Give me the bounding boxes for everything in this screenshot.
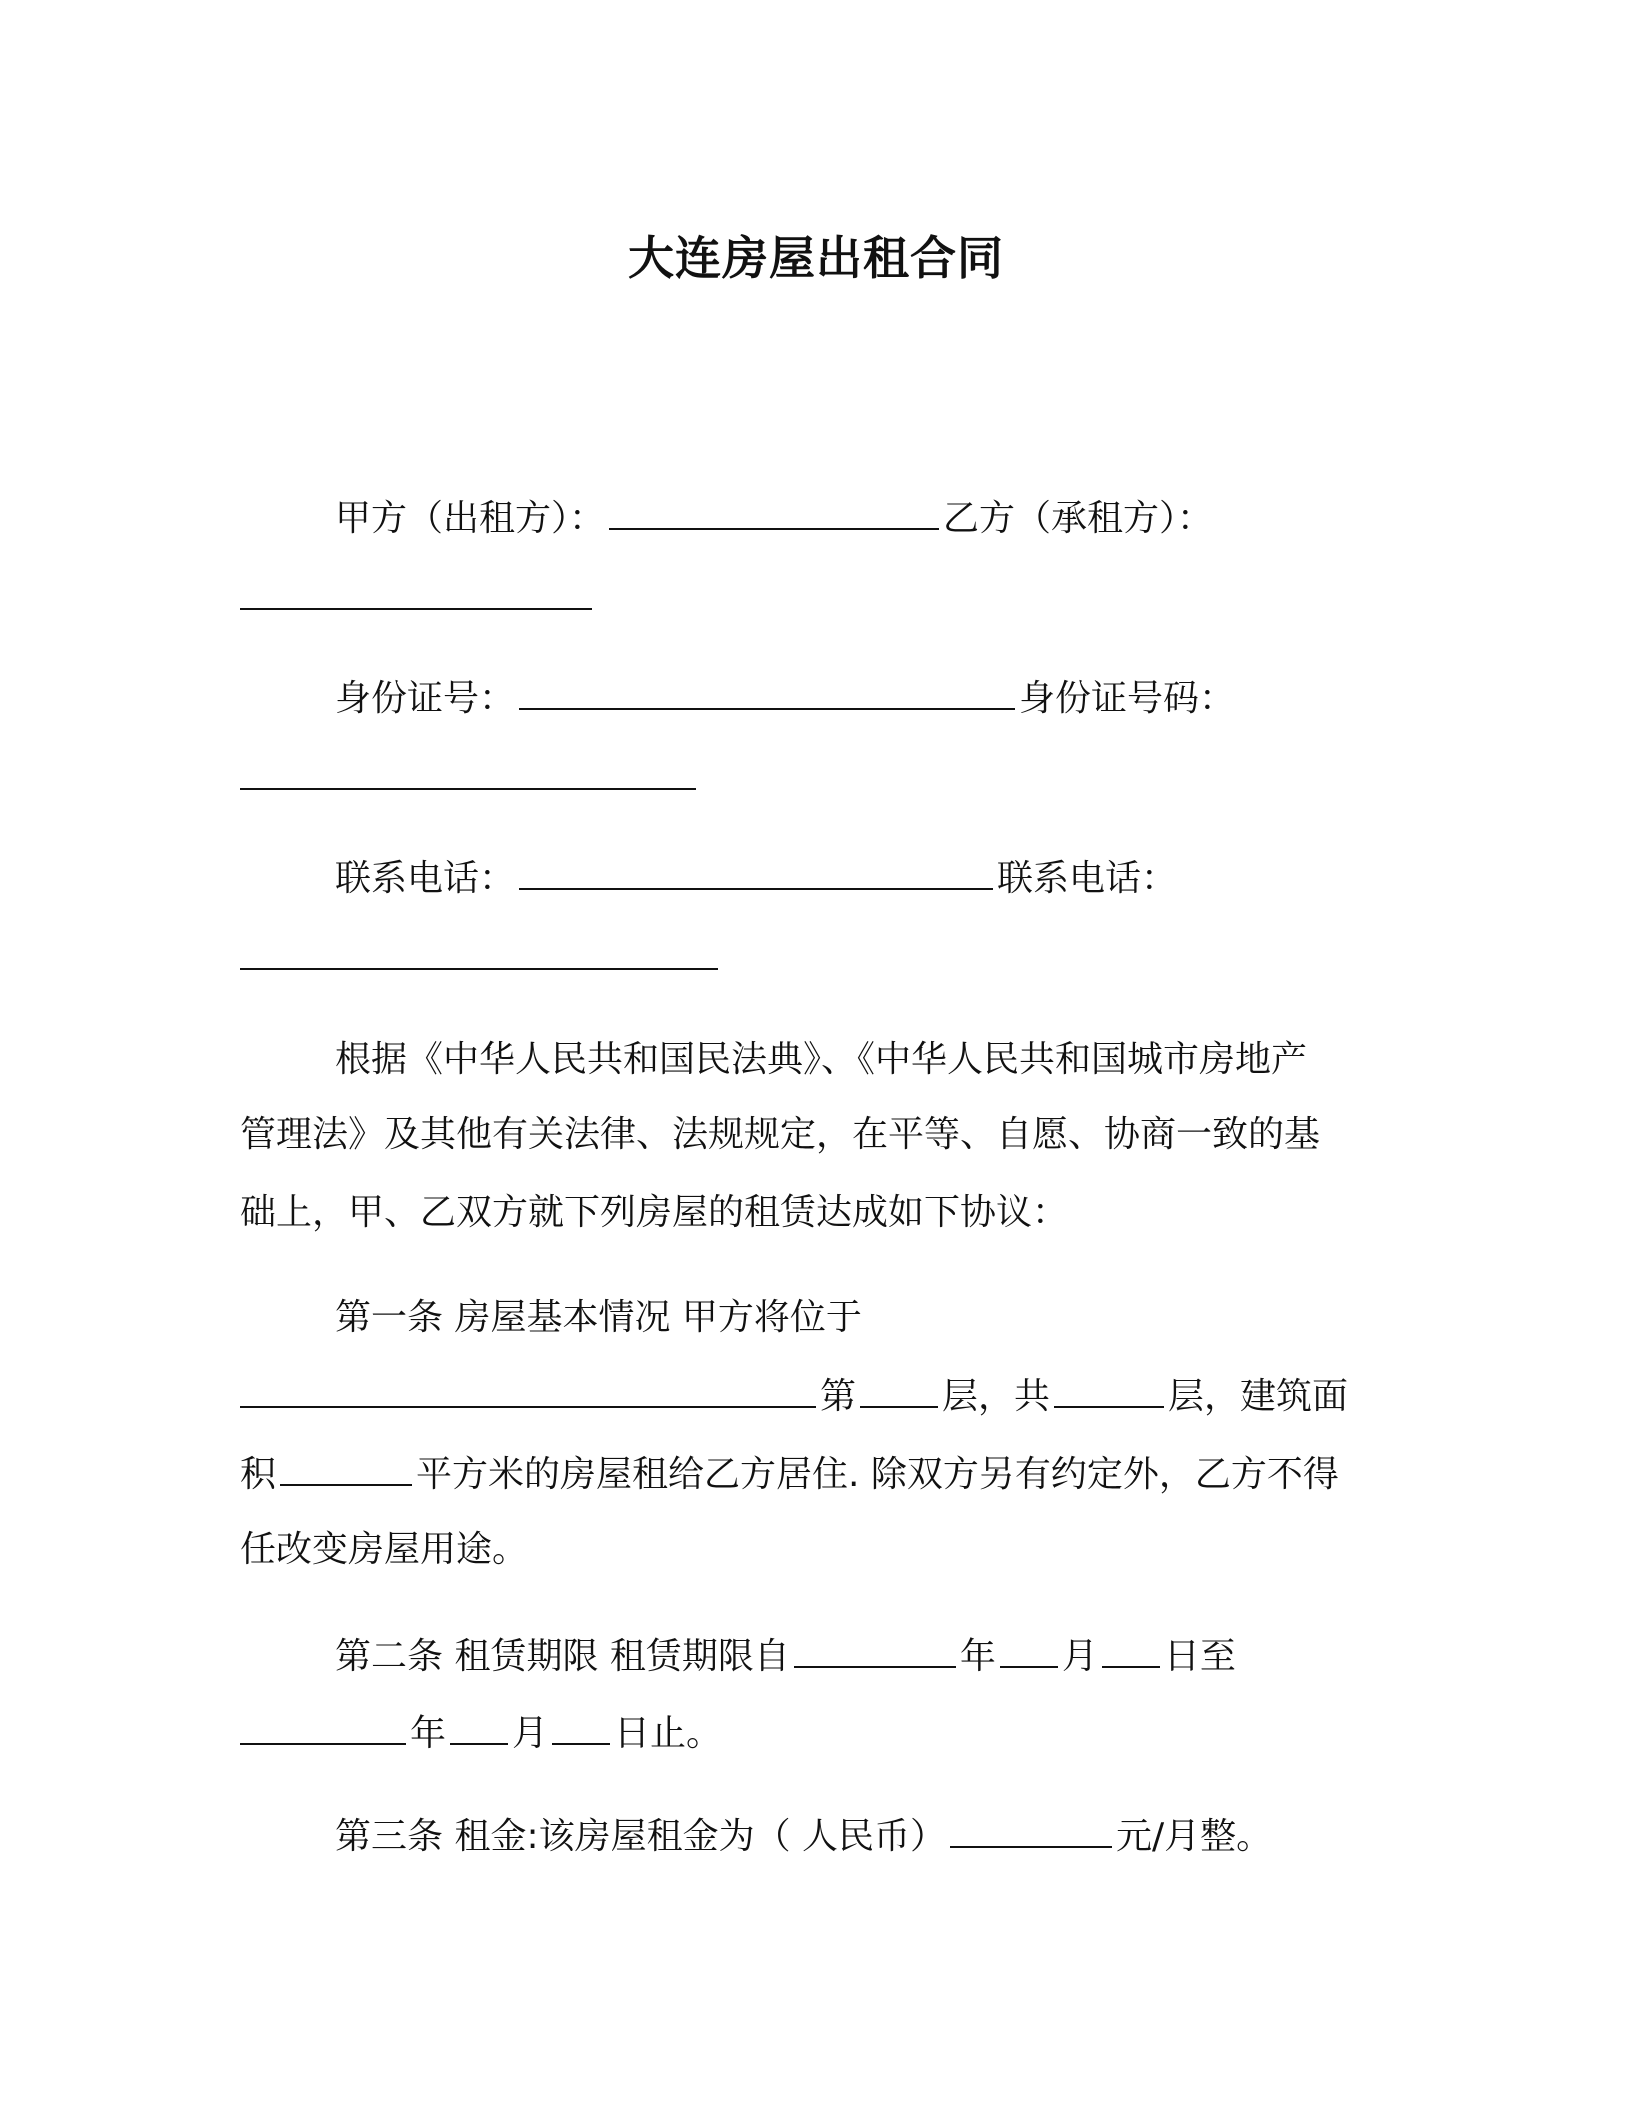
phone-label-a: 联系电话：: [335, 858, 516, 899]
article2-line-1: [335, 1630, 1236, 1682]
article1-line-3: [240, 1448, 1339, 1500]
article2-prefix: 第二条 租赁期限 租赁期限自: [335, 1636, 790, 1677]
floor-prefix: 第: [820, 1376, 857, 1417]
lessor-phone-blank: [519, 852, 993, 890]
end-day-blank: [552, 1707, 610, 1745]
address-blank: [240, 1370, 816, 1408]
id-label-b: 身份证号码：: [1019, 678, 1236, 719]
end-month-blank: [450, 1707, 508, 1745]
article3-prefix: 第三条 租金:该房屋租金为（ 人民币）: [335, 1816, 947, 1857]
phone-line: [335, 852, 1177, 904]
article2-line-2: [240, 1707, 722, 1759]
preamble-line-1: 根据《中华人民共和国民法典》、《中华人民共和国城市房地产: [335, 1039, 1308, 1080]
start-year-blank: [794, 1630, 956, 1668]
document-title: 大连房屋出租合同: [628, 231, 1004, 285]
total-floors-blank: [1054, 1370, 1164, 1408]
end-month-label: 月: [512, 1713, 549, 1754]
lessee-phone-blank: [240, 932, 718, 970]
lessee-label: 乙方（承租方）：: [943, 498, 1214, 539]
lessor-id-blank: [519, 672, 1015, 710]
start-day-blank: [1102, 1630, 1160, 1668]
end-day-label: 日止。: [614, 1713, 723, 1754]
article1-line-1: 第一条 房屋基本情况 甲方将位于: [335, 1297, 862, 1338]
article3-suffix: 元/月整。: [1116, 1816, 1273, 1857]
article3-line-1: [335, 1810, 1272, 1862]
floor-blank: [860, 1370, 938, 1408]
lessee-id-blank: [240, 752, 696, 790]
end-year-blank: [240, 1707, 406, 1745]
area-blank: [280, 1448, 412, 1486]
end-year-label: 年: [410, 1713, 447, 1754]
article1-line-4: 任改变房屋用途。: [240, 1529, 529, 1570]
lessee-name-line: [240, 572, 596, 624]
start-day-label: 日至: [1163, 1636, 1236, 1677]
lessor-name-blank: [609, 492, 939, 530]
lessor-label: 甲方（出租方）：: [335, 498, 606, 539]
id-label-a: 身份证号：: [335, 678, 516, 719]
start-month-blank: [1000, 1630, 1058, 1668]
id-line: [335, 672, 1235, 724]
preamble-line-2: 管理法》及其他有关法律、法规规定，在平等、自愿、协商一致的基: [240, 1114, 1321, 1155]
start-year-label: 年: [959, 1636, 996, 1677]
area-prefix: 积: [240, 1454, 277, 1495]
article1-line-2: [240, 1370, 1348, 1422]
rent-blank: [950, 1810, 1112, 1848]
floor-suffix: 层，建筑面: [1168, 1376, 1349, 1417]
lessee-name-blank: [240, 572, 592, 610]
area-suffix: 平方米的房屋租给乙方居住. 除双方另有约定外，乙方不得: [416, 1454, 1339, 1495]
phone-label-b: 联系电话：: [997, 858, 1178, 899]
lessee-phone-line: [240, 932, 722, 984]
lessor-lessee-line: [335, 492, 1213, 544]
start-month-label: 月: [1061, 1636, 1098, 1677]
floor-mid: 层，共: [942, 1376, 1051, 1417]
preamble-line-3: 础上，甲、乙双方就下列房屋的租赁达成如下协议：: [240, 1192, 1069, 1233]
lessee-id-line: [240, 752, 700, 804]
